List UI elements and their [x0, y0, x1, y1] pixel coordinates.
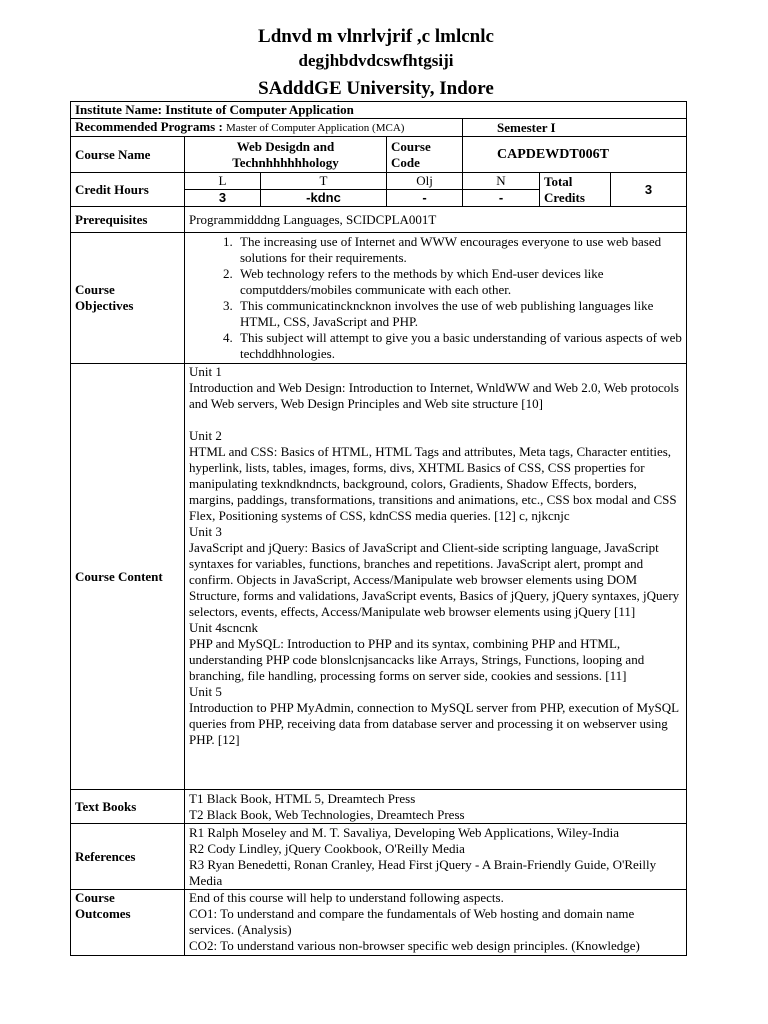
- prerequisites-value: Programmidddng Languages, SCIDCPLA001T: [185, 207, 687, 233]
- unit-1-title: Unit 1: [189, 364, 222, 379]
- unit-2-text: HTML and CSS: Basics of HTML, HTML Tags and attributes, Meta tags, Character entities, hyperlink, lists, tables, images, forms, divs, XHTML Basics of CSS, CSS properties for manipulating texkndkndncts, background, colors, Gradients, Shadow Effects, borders, margins, paddings, transformations, transitions and animations, etc., CSS box modal and CSS Flex, Positioning systems of CSS, kdnCSS media queries. [12] c, njkcnjc: [189, 444, 677, 523]
- prerequisites-row: [71, 207, 687, 233]
- outcomes-row: [71, 890, 687, 956]
- references-cell: [185, 824, 687, 890]
- objective-item: 4. This subject will attempt to give you a basic understanding of various aspects of web techddhhnologies.: [236, 330, 682, 362]
- objective-item: 1. The increasing use of Internet and WWW encourages everyone to use web based solutions for their requirements.: [236, 234, 682, 266]
- textbooks-row: [71, 790, 687, 824]
- references-label: References: [71, 824, 185, 890]
- course-code-label-line-2: Code: [391, 154, 420, 170]
- unit-2-title: Unit 2: [189, 428, 222, 443]
- university-title: SAdddGE University, Indore: [258, 78, 494, 99]
- course-name-label: Course Name: [71, 137, 185, 173]
- outcome-co2: CO2: To understand various non-browser specific web design principles. (Knowledge): [189, 938, 640, 953]
- unit-1-text: Introduction and Web Design: Introduction to Internet, WnldWW and Web 2.0, Web protocols and Web servers, Web Design Principles and Web site structure [10]: [189, 380, 679, 411]
- credit-hours-label: Credit Hours: [71, 173, 185, 207]
- credit-header-t: T: [261, 173, 387, 190]
- objectives-label: [71, 233, 185, 364]
- textbook-2: T2 Black Book, Web Technologies, Dreamtech Press: [189, 806, 465, 822]
- header-line-2: degjhbdvdcswfhtgsiji: [298, 51, 454, 70]
- objectives-label-line-2: Objectives: [75, 298, 134, 313]
- total-credits-label-line-2: Credits: [544, 189, 585, 205]
- credit-header-n: N: [463, 173, 540, 190]
- institute-name: Institute of Computer Application: [165, 102, 354, 117]
- textbook-1: T1 Black Book, HTML 5, Dreamtech Press: [189, 790, 416, 806]
- reference-3: R3 Ryan Benedetti, Ronan Cranley, Head First jQuery - A Brain-Friendly Guide, O'Reilly Media: [189, 856, 657, 888]
- programs-row: [71, 119, 687, 137]
- unit-5-text: Introduction to PHP MyAdmin, connection to MySQL server from PHP, execution of MySQL queries from PHP, receiving data from database server and processing it on webserver using PHP. [12]: [189, 700, 679, 747]
- credit-value-t: -kdnc: [261, 190, 387, 207]
- objectives-cell: [185, 233, 687, 364]
- objectives-label-line-1: Course: [75, 282, 115, 297]
- outcomes-label-line-1: Course: [75, 890, 115, 905]
- total-credits-value: 3: [611, 173, 687, 207]
- total-credits-label: [540, 173, 611, 207]
- institute-cell: [71, 102, 687, 119]
- objective-item: 2. Web technology refers to the methods by which End-user devices like computdders/mobiles communicate with each other.: [236, 266, 682, 298]
- credit-value-n: -: [463, 190, 540, 207]
- outcomes-intro: End of this course will help to understand following aspects.: [189, 890, 504, 905]
- outcome-co1: CO1: To understand and compare the fundamentals of Web hosting and domain name services. (Analysis): [189, 906, 635, 937]
- programs-value: Master of Computer Application (MCA): [226, 122, 405, 134]
- objectives-list: [189, 234, 682, 362]
- course-name-line-2: Technhhhhhhology: [232, 154, 339, 170]
- credit-value-l: 3: [185, 190, 261, 207]
- institute-label: Institute Name:: [75, 102, 163, 117]
- course-row: [71, 137, 687, 173]
- credit-header-row: [71, 173, 687, 190]
- course-code: CAPDEWDT006T: [463, 137, 687, 173]
- textbooks-label: Text Books: [71, 790, 185, 824]
- outcomes-cell: [185, 890, 687, 956]
- outcomes-label-line-2: Outcomes: [75, 906, 131, 921]
- unit-5-title: Unit 5: [189, 684, 222, 699]
- reference-1: R1 Ralph Moseley and M. T. Savaliya, Developing Web Applications, Wiley-India: [189, 824, 620, 840]
- unit-4-title: Unit 4scncnk: [189, 620, 258, 635]
- course-content-cell: [185, 364, 687, 790]
- course-name-line-1: Web Desigdn and: [236, 138, 335, 154]
- credit-header-l: L: [185, 173, 261, 190]
- objectives-row: [71, 233, 687, 364]
- institute-row: [71, 102, 687, 119]
- content-row: [71, 364, 687, 790]
- course-name: [185, 137, 387, 173]
- unit-4-text: PHP and MySQL: Introduction to PHP and its syntax, combining PHP and HTML, understanding PHP code blonslcnjsancacks like Arrays, Strings, Functions, looping and branching, file handling, processing forms on server side, cookies and sessions. [11]: [189, 636, 645, 683]
- course-code-label: [387, 137, 463, 173]
- outcomes-label: [71, 890, 185, 956]
- prerequisites-label: Prerequisites: [71, 207, 185, 233]
- reference-2: R2 Cody Lindley, jQuery Cookbook, O'Reilly Media: [189, 840, 465, 856]
- programs-cell: [71, 119, 463, 137]
- textbooks-cell: [185, 790, 687, 824]
- credit-header-p: Olj: [387, 173, 463, 190]
- objective-item: 3. This communicatinckncknon involves the use of web publishing languages like HTML, CSS, JavaScript and PHP.: [236, 298, 682, 330]
- course-content-label: Course Content: [71, 364, 185, 790]
- credit-value-p: -: [387, 190, 463, 207]
- references-row: [71, 824, 687, 890]
- unit-3-title: Unit 3: [189, 524, 222, 539]
- programs-label: Recommended Programs :: [75, 119, 223, 134]
- course-code-label-line-1: Course: [391, 138, 431, 154]
- syllabus-table: [70, 101, 687, 956]
- semester: Semester I: [463, 119, 687, 137]
- total-credits-label-line-1: Total: [544, 173, 573, 189]
- header-line-1: Ldnvd m vlnrlvjrif ,c lmlcnlc: [258, 26, 494, 47]
- unit-3-text: JavaScript and jQuery: Basics of JavaScript and Client-side scripting language, JavaScript syntaxes for variables, functions, branches and repetitions. JavaScript alert, prompt and confirm. Objects in JavaScript, Access/Manipulate web browser elements using DOM Structure, forms and validations, JavaScript events, Basics of jQuery, jQuery syntaxes, jQuery selectors, events, effects, Access/Manipulate web browser elements using jQuery [11]: [189, 540, 680, 619]
